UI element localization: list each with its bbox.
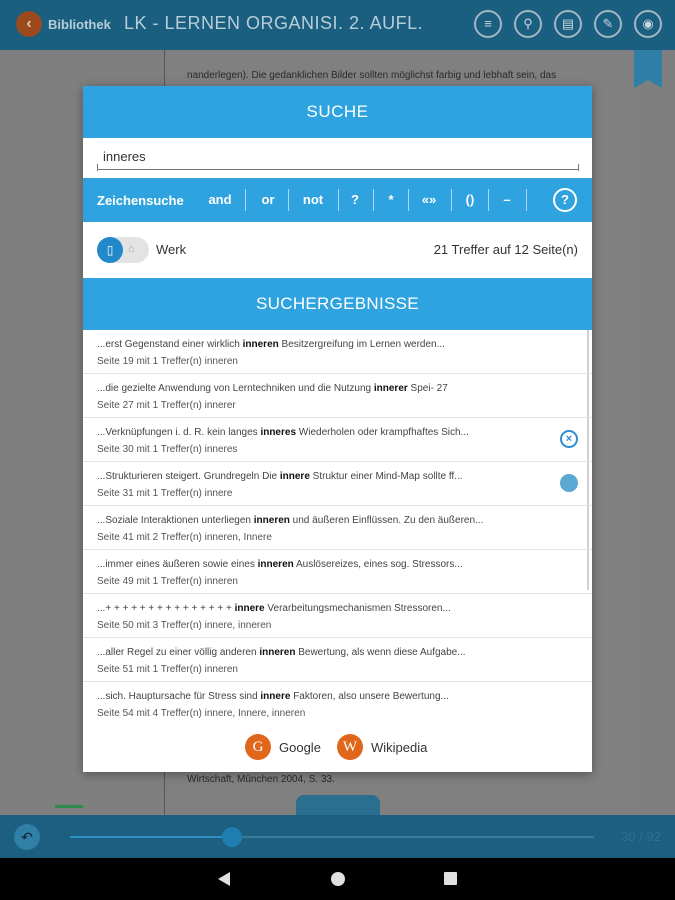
search-title: SUCHE xyxy=(83,86,592,138)
result-meta: Seite 49 mit 1 Treffer(n) inneren xyxy=(97,576,238,587)
library-link[interactable]: Bibliothek xyxy=(48,17,111,32)
result-snippet: ...sich. Hauptursache für Stress sind innere Faktoren, also unsere Bewertung... xyxy=(97,691,449,702)
menu-icon[interactable]: ≡ xyxy=(474,10,502,38)
app-toolbar xyxy=(0,0,675,50)
scope-label: Werk xyxy=(156,242,187,257)
divider xyxy=(373,189,374,211)
page-slider-knob[interactable] xyxy=(222,827,242,847)
bookmark-list-icon[interactable]: ▤ xyxy=(554,10,582,38)
result-meta: Seite 50 mit 3 Treffer(n) innere, inneren xyxy=(97,620,272,631)
undo-icon[interactable]: ↶ xyxy=(14,824,40,850)
nav-recents-icon[interactable] xyxy=(444,872,457,885)
result-snippet: ...die gezielte Anwendung von Lerntechniken und die Nutzung innerer Spei- 27 xyxy=(97,383,448,394)
result-item[interactable] xyxy=(83,638,592,682)
result-meta: Seite 51 mit 1 Treffer(n) inneren xyxy=(97,664,238,675)
google-icon: G xyxy=(245,734,271,760)
library-icon: ⌂ xyxy=(128,243,135,255)
search-field-wrap xyxy=(83,138,592,178)
divider xyxy=(288,189,289,211)
result-item[interactable] xyxy=(83,506,592,550)
system-navigation-bar xyxy=(0,858,675,900)
result-snippet: ...aller Regel zu einer völlig anderen inneren Bewertung, als wenn diese Aufgabe... xyxy=(97,647,466,658)
page-marker xyxy=(55,805,83,808)
operator-bar xyxy=(83,178,592,222)
result-snippet: ...+ + + + + + + + + + + + + + + innere Verarbeitungsmechanismen Stressoren... xyxy=(97,603,451,614)
result-meta: Seite 54 mit 4 Treffer(n) innere, Innere, inneren xyxy=(97,708,306,719)
result-meta: Seite 30 mit 1 Treffer(n) inneres xyxy=(97,444,238,455)
search-scope-row xyxy=(83,222,592,278)
result-snippet: ...immer eines äußeren sowie eines inneren Auslösereizes, eines sog. Stressors... xyxy=(97,559,463,570)
result-item[interactable] xyxy=(83,594,592,638)
results-title: SUCHERGEBNISSE xyxy=(83,278,592,330)
divider xyxy=(245,189,246,211)
hit-count: 21 Treffer auf 12 Seite(n) xyxy=(433,242,578,257)
result-meta: Seite 41 mit 2 Treffer(n) inneren, Innere xyxy=(97,532,272,543)
result-item[interactable] xyxy=(83,682,592,722)
operator-or-button[interactable]: or xyxy=(261,192,275,207)
result-snippet: ...Soziale Interaktionen unterliegen inneren und äußeren Einflüssen. Zu den äußeren... xyxy=(97,515,484,526)
result-item[interactable] xyxy=(83,374,592,418)
pencil-icon[interactable]: ✎ xyxy=(594,10,622,38)
result-snippet: ...erst Gegenstand einer wirklich inneren Besitzergreifung im Lernen werden... xyxy=(97,339,445,350)
result-snippet: ...Verknüpfungen i. d. R. kein langes inneres Wiederholen oder krampfhaftes Sich... xyxy=(97,427,469,438)
operator-brackets-button[interactable]: () xyxy=(465,192,475,207)
result-meta: Seite 27 mit 1 Treffer(n) innerer xyxy=(97,400,236,411)
google-label: Google xyxy=(279,739,321,755)
operator-and-button[interactable]: and xyxy=(208,192,232,207)
result-snippet: ...Strukturieren steigert. Grundregeln Die innere Struktur einer Mind-Map sollte ff... xyxy=(97,471,463,482)
nav-home-icon[interactable] xyxy=(331,872,345,886)
bookmark-ribbon-icon[interactable] xyxy=(634,50,662,80)
eye-icon[interactable]: ◉ xyxy=(634,10,662,38)
reader-navigation-bar xyxy=(0,815,675,858)
book-icon: ▯ xyxy=(97,237,123,263)
book-title: LK - LERNEN ORGANISI. 2. AUFL. xyxy=(124,13,424,33)
nav-back-icon[interactable] xyxy=(218,872,230,886)
operator-wildcard-button[interactable]: * xyxy=(388,192,394,207)
page-text-line: nanderlegen). Die gedanklichen Bilder sollten möglichst farbig und lebhaft sein, das xyxy=(187,70,557,81)
result-item[interactable] xyxy=(83,418,592,462)
operator-dash-button[interactable]: – xyxy=(503,192,511,207)
page-slider-fill xyxy=(70,836,232,838)
divider xyxy=(526,189,527,211)
operator-question-button[interactable]: ? xyxy=(351,192,359,207)
page-text-line: Wirtschaft, München 2004, S. 33. xyxy=(187,774,335,785)
current-position-icon[interactable] xyxy=(560,474,578,492)
wikipedia-icon: W xyxy=(337,734,363,760)
operator-not-button[interactable]: not xyxy=(302,192,324,207)
divider xyxy=(488,189,489,211)
divider xyxy=(451,189,452,211)
page-count: 30 / 92 xyxy=(621,829,661,844)
operator-quotes-button[interactable]: «» xyxy=(421,192,437,207)
google-search-button[interactable] xyxy=(245,734,321,760)
close-icon[interactable]: × xyxy=(560,430,578,448)
search-icon[interactable]: ⚲ xyxy=(514,10,542,38)
wikipedia-label: Wikipedia xyxy=(371,739,428,755)
results-list xyxy=(83,330,592,722)
external-search-bar xyxy=(83,722,592,772)
operator-label: Zeichensuche xyxy=(97,192,184,208)
result-item[interactable] xyxy=(83,462,592,506)
wikipedia-search-button[interactable] xyxy=(337,734,427,760)
result-meta: Seite 31 mit 1 Treffer(n) innere xyxy=(97,488,233,499)
divider xyxy=(338,189,339,211)
help-icon[interactable]: ? xyxy=(553,188,577,212)
divider xyxy=(408,189,409,211)
search-dialog xyxy=(83,86,592,772)
result-item[interactable] xyxy=(83,330,592,374)
scope-toggle[interactable] xyxy=(97,237,149,263)
result-meta: Seite 19 mit 1 Treffer(n) inneren xyxy=(97,356,238,367)
search-input-underline xyxy=(97,164,579,171)
back-icon[interactable]: ‹ xyxy=(16,11,42,37)
result-item[interactable] xyxy=(83,550,592,594)
